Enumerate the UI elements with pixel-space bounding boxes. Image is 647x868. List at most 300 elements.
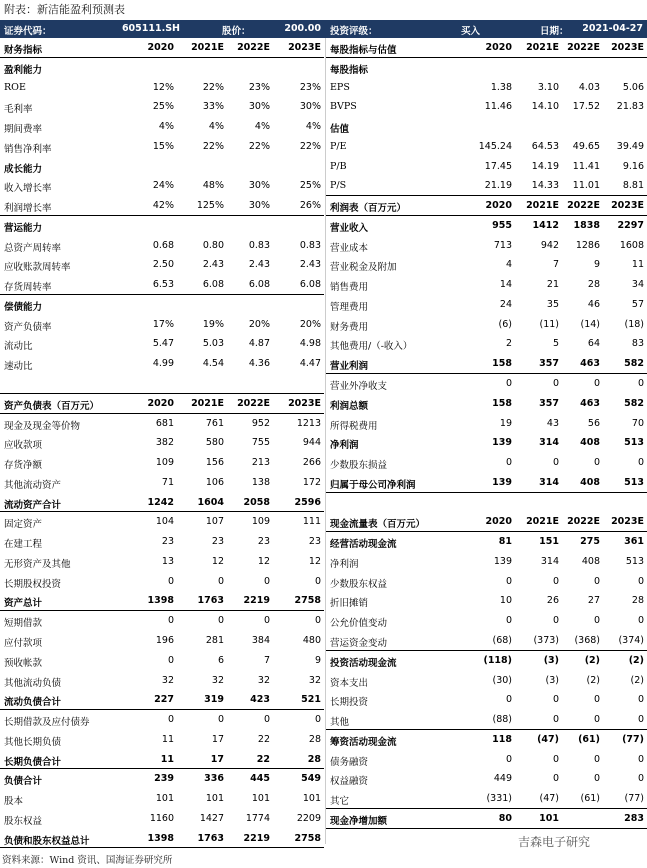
cell-value: 2219 [243, 832, 270, 844]
table-row [326, 354, 647, 374]
cell-value: 6.53 [152, 279, 174, 291]
cell-value: 9 [314, 654, 321, 666]
cell-value: 9.16 [622, 160, 644, 172]
cell-value: (47) [539, 793, 559, 805]
cell-value: 81 [498, 536, 512, 548]
cell-value: 1763 [197, 832, 224, 844]
cell-value: 139 [493, 555, 512, 567]
cell-value: 0 [552, 773, 559, 785]
cell-value: 582 [624, 358, 644, 370]
row-label: 销售费用 [330, 282, 369, 294]
cell-value: 755 [251, 437, 270, 449]
cell-value: 408 [580, 437, 600, 449]
row-label: 营业外净收支 [330, 381, 388, 393]
cell-value: 0 [314, 615, 321, 627]
cell-value: 0 [505, 457, 512, 469]
table-row [0, 809, 324, 829]
cell-value: 2297 [617, 219, 644, 231]
cell-value: 319 [204, 694, 224, 706]
cell-value: 0 [505, 615, 512, 627]
row-label: 投资活动现金流 [330, 657, 397, 669]
row-label: 其他 [330, 717, 350, 729]
table-row [0, 216, 324, 236]
cell-value: 2.50 [152, 259, 174, 271]
cell-value: 0 [637, 378, 644, 390]
cell-value: 28 [631, 595, 644, 607]
table-row [0, 493, 324, 513]
cell-value: 2020 [147, 42, 174, 53]
cell-value: 19% [202, 318, 224, 330]
cell-value: 0 [593, 753, 600, 765]
row-label: 长期股权投资 [4, 578, 62, 590]
table-row [326, 137, 647, 157]
cell-value: (2) [630, 674, 644, 686]
cell-value: 357 [539, 397, 559, 409]
table-row [326, 690, 647, 710]
cell-value: 22 [256, 753, 270, 765]
cell-value: 4.54 [202, 358, 224, 370]
table-row [326, 394, 647, 414]
row-label: 速动比 [4, 361, 33, 373]
cell-value: 107 [205, 516, 224, 528]
cell-value: 0 [637, 575, 644, 587]
row-label: 营业利润 [330, 361, 369, 373]
cell-value: 49.65 [572, 140, 600, 152]
cell-value: 2021E [191, 397, 224, 409]
cell-value: 0 [167, 654, 174, 666]
cell-value: 213 [251, 457, 270, 469]
row-label: 营运资金变动 [330, 637, 388, 649]
row-label: 无形资产及其他 [4, 558, 71, 570]
cell-value: 30% [248, 101, 270, 113]
cell-value: 10 [499, 595, 512, 607]
cell-value: 314 [539, 437, 559, 449]
cell-value: 11 [631, 259, 644, 271]
cell-value: 2596 [294, 496, 321, 508]
stock-price: 200.00 [284, 23, 321, 34]
cell-value: 101 [251, 793, 270, 805]
cell-value: 14 [499, 279, 512, 291]
cell-value: 281 [205, 634, 224, 646]
cell-value: 0 [593, 575, 600, 587]
cell-value: 21.83 [616, 101, 644, 113]
row-label: 现金净增加额 [330, 815, 388, 827]
cell-value: 1604 [197, 496, 224, 508]
row-label: P/S [330, 180, 347, 192]
cell-value: (77) [624, 793, 644, 805]
cell-value: 20% [248, 318, 270, 330]
cell-value: 2022E [237, 397, 270, 409]
cell-value: 513 [625, 555, 644, 567]
cell-value: 0 [263, 714, 270, 726]
cell-value: 0 [314, 575, 321, 587]
row-label: 财务费用 [330, 321, 369, 333]
table-row [0, 354, 324, 374]
cell-value: 64 [587, 338, 600, 350]
table-row [326, 750, 647, 770]
row-label: 现金流量表（百万元） [330, 519, 426, 531]
cell-value: 2758 [294, 595, 321, 607]
cell-value: 145.24 [478, 140, 512, 152]
row-label: 收入增长率 [4, 183, 52, 195]
table-title: 附表：新洁能盈利预测表 [4, 3, 125, 16]
row-label: 股东权益 [4, 815, 43, 827]
table-row [326, 315, 647, 335]
row-label: 销售净利率 [4, 143, 52, 155]
cell-value: 151 [539, 536, 559, 548]
cell-value: 0 [217, 714, 224, 726]
table-row [326, 334, 647, 354]
cell-value: 0.80 [202, 239, 224, 251]
table-row [0, 611, 324, 631]
cell-value: 6.08 [248, 279, 270, 291]
cell-value: 0 [263, 575, 270, 587]
row-label: 归属于母公司净利润 [330, 479, 416, 491]
cell-value: 1838 [573, 219, 600, 231]
row-label: 债务融资 [330, 756, 369, 768]
row-label: 筹资活动现金流 [330, 736, 397, 748]
table-row [0, 769, 324, 789]
cell-value: 0.68 [152, 239, 174, 251]
cell-value: 2021E [526, 516, 559, 528]
table-row [0, 394, 324, 414]
table-row [326, 117, 647, 137]
cell-value: 158 [492, 397, 512, 409]
table-row [326, 414, 647, 434]
cell-value: 0 [637, 773, 644, 785]
cell-value: 357 [539, 358, 559, 370]
table-row [0, 334, 324, 354]
cell-value: 2020 [485, 42, 512, 53]
cell-value: 17.45 [484, 160, 512, 172]
row-label: 盈利能力 [4, 64, 43, 76]
cell-value: 14.10 [531, 101, 559, 113]
cell-value: 24 [499, 298, 512, 310]
cell-value: 21.19 [484, 180, 512, 192]
cell-value: 0 [505, 753, 512, 765]
cell-value: 1242 [147, 496, 174, 508]
cell-value: (30) [492, 674, 512, 686]
row-label: 利润总额 [330, 400, 369, 412]
table-row [0, 631, 324, 651]
cell-value: 1398 [147, 832, 174, 844]
cell-value: 23 [161, 536, 174, 548]
cell-value: 0 [593, 615, 600, 627]
table-row [326, 236, 647, 256]
cell-value: 43 [546, 417, 559, 429]
row-label: 营业税金及附加 [330, 262, 397, 274]
cell-value: 3.10 [537, 81, 559, 93]
cell-value: 21 [546, 279, 559, 291]
cell-value: 138 [251, 476, 270, 488]
cell-value: 1774 [245, 812, 270, 824]
cell-value: (11) [539, 318, 559, 330]
rating-label: 投资评级： [330, 26, 378, 37]
source-note: 资料来源：Wind 资讯、国海证券研究所 [2, 855, 173, 866]
table-row [326, 97, 647, 117]
cell-value: 2022E [567, 200, 600, 212]
row-label: 营业收入 [330, 222, 369, 234]
cell-value: 580 [205, 437, 224, 449]
row-label: 在建工程 [4, 539, 43, 551]
cell-value: 0.83 [299, 239, 321, 251]
cell-value: 2219 [243, 595, 270, 607]
row-label: EPS [330, 81, 350, 93]
row-label: 其他流动负债 [4, 677, 62, 689]
table-row [0, 690, 324, 710]
cell-value: 275 [580, 536, 600, 548]
row-label: 短期借款 [4, 618, 43, 630]
cell-value: 1.38 [490, 81, 512, 93]
cell-value: 34 [631, 279, 644, 291]
cell-value: 0 [167, 714, 174, 726]
cell-value: 2022E [567, 516, 600, 528]
cell-value: 12% [152, 81, 174, 93]
table-row [326, 512, 647, 532]
table-row [0, 453, 324, 473]
cell-value: 5.47 [152, 338, 174, 350]
cell-value: 28 [308, 733, 321, 745]
cell-value: 521 [301, 694, 321, 706]
cell-value: 11.41 [572, 160, 600, 172]
table-row [326, 38, 647, 58]
cell-value: 14.19 [531, 160, 559, 172]
table-row [326, 552, 647, 572]
row-label: 其他费用/（-收入） [330, 341, 413, 353]
cell-value: 12 [257, 555, 270, 567]
row-label: 负债合计 [4, 776, 43, 788]
price-label: 股价： [222, 26, 251, 37]
cell-value: 30% [248, 180, 270, 192]
cell-value: 2023E [288, 397, 321, 409]
row-label: 预收帐款 [4, 657, 43, 669]
cell-value: 9 [593, 259, 600, 271]
row-label: 股本 [4, 796, 24, 808]
cell-value: (88) [492, 714, 512, 726]
cell-value: 13 [161, 555, 174, 567]
cell-value: 0 [505, 694, 512, 706]
cell-value: 2.43 [248, 259, 270, 271]
cell-value: 5.06 [622, 81, 644, 93]
cell-value: 8.81 [622, 180, 644, 192]
table-row [0, 414, 324, 434]
cell-value: 23 [308, 536, 321, 548]
cell-value: 0 [217, 575, 224, 587]
rating-value: 买入 [460, 26, 480, 37]
cell-value: 0 [552, 694, 559, 706]
cell-value: 35 [546, 298, 559, 310]
cell-value: (77) [622, 733, 644, 745]
cell-value: 408 [580, 476, 600, 488]
row-label: 权益融资 [330, 776, 369, 788]
cell-value: 2023E [611, 42, 644, 53]
row-label: 应付款项 [4, 637, 43, 649]
row-label: P/E [330, 140, 347, 152]
cell-value: 196 [155, 634, 174, 646]
table-row [326, 157, 647, 177]
cell-value: 2021E [191, 42, 224, 53]
table-row [0, 829, 324, 849]
table-row [326, 809, 647, 829]
row-label: 利润表（百万元） [330, 203, 407, 215]
table-row [0, 117, 324, 137]
row-label: 存货净额 [4, 460, 43, 472]
cell-value: 6 [217, 654, 224, 666]
table-row [0, 591, 324, 611]
cell-value: 314 [539, 476, 559, 488]
row-label: 财务指标 [4, 45, 43, 56]
cell-value: 2023E [611, 516, 644, 528]
table-row [0, 315, 324, 335]
cell-value: 109 [251, 516, 270, 528]
cell-value: 2020 [485, 516, 512, 528]
cell-value: 28 [587, 279, 600, 291]
cell-value: 125% [196, 200, 224, 212]
cell-value: 4.99 [152, 358, 174, 370]
table-row [0, 78, 324, 98]
cell-value: 2022E [567, 42, 600, 53]
cell-value: 361 [624, 536, 644, 548]
cell-value: 22% [248, 140, 270, 152]
cell-value: 23% [299, 81, 321, 93]
cell-value: 111 [302, 516, 321, 528]
cell-value: 513 [624, 437, 644, 449]
cell-value: 0 [263, 615, 270, 627]
cell-value: 0 [217, 615, 224, 627]
cell-value: 2023E [288, 42, 321, 53]
cell-value: 713 [493, 239, 512, 251]
cell-value: 4.36 [248, 358, 270, 370]
cell-value: (374) [618, 634, 644, 646]
cell-value: 0 [552, 753, 559, 765]
row-label: 成长能力 [4, 163, 43, 175]
cell-value: 83 [631, 338, 644, 350]
cell-value: 384 [251, 634, 270, 646]
table-row [0, 374, 324, 394]
table-row [326, 374, 647, 394]
row-label: 长期借款及应付债券 [4, 717, 90, 729]
table-row [0, 473, 324, 493]
cell-value: 32 [161, 674, 174, 686]
cell-value: 1763 [197, 595, 224, 607]
cell-value: 23 [257, 536, 270, 548]
row-label: 存货周转率 [4, 282, 52, 294]
table-row [326, 710, 647, 730]
cell-value: 48% [202, 180, 224, 192]
cell-value: 22% [299, 140, 321, 152]
cell-value: 1398 [147, 595, 174, 607]
row-label: 应收账款周转率 [4, 262, 71, 274]
row-label: 固定资产 [4, 519, 43, 531]
cell-value: (331) [486, 793, 512, 805]
cell-value: 42% [152, 200, 174, 212]
cell-value: 0 [637, 714, 644, 726]
cell-value: 423 [250, 694, 270, 706]
cell-value: 227 [154, 694, 174, 706]
cell-value: 0 [637, 615, 644, 627]
table-row [0, 710, 324, 730]
row-label: 管理费用 [330, 301, 369, 313]
cell-value: 139 [492, 476, 512, 488]
cell-value: 952 [251, 417, 270, 429]
right-table [326, 38, 647, 829]
table-row [326, 671, 647, 691]
cell-value: 2 [505, 338, 512, 350]
row-label: 营业成本 [330, 242, 369, 254]
cell-value: 4% [158, 121, 174, 133]
row-label: 资产负债率 [4, 321, 52, 333]
cell-value: 283 [624, 812, 644, 824]
cell-value: (373) [533, 634, 559, 646]
table-row [0, 137, 324, 157]
row-label: 净利润 [330, 440, 359, 452]
cell-value: 266 [302, 457, 321, 469]
row-label: 经营活动现金流 [330, 539, 397, 551]
cell-value: 2758 [294, 832, 321, 844]
cell-value: 0 [593, 457, 600, 469]
cell-value: 20% [299, 318, 321, 330]
cell-value: 955 [492, 219, 512, 231]
cell-value: 22% [202, 140, 224, 152]
table-row [0, 532, 324, 552]
cell-value: (14) [580, 318, 600, 330]
table-row [326, 631, 647, 651]
cell-value: (61) [580, 793, 600, 805]
cell-value: 106 [205, 476, 224, 488]
cell-value: 336 [204, 773, 224, 785]
cell-value: 17 [210, 753, 224, 765]
cell-value: 761 [205, 417, 224, 429]
cell-value: (3) [545, 674, 559, 686]
cell-value: 0 [314, 714, 321, 726]
cell-value: 12 [308, 555, 321, 567]
row-label: 偿债能力 [4, 301, 43, 313]
left-table [0, 38, 324, 848]
row-label: 折旧摊销 [330, 598, 369, 610]
cell-value: 0 [552, 615, 559, 627]
cell-value: 1213 [296, 417, 321, 429]
cell-value: 32 [257, 674, 270, 686]
cell-value: 4.47 [299, 358, 321, 370]
cell-value: (2) [628, 654, 644, 666]
table-row [326, 216, 647, 236]
table-row [0, 512, 324, 532]
cell-value: 382 [155, 437, 174, 449]
cell-value: 118 [492, 733, 512, 745]
cell-value: 17% [152, 318, 174, 330]
date-label: 日期： [540, 26, 569, 37]
cell-value: 4% [254, 121, 270, 133]
table-row [0, 58, 324, 78]
cell-value: 109 [155, 457, 174, 469]
cell-value: 156 [205, 457, 224, 469]
cell-value: 1412 [532, 219, 559, 231]
row-label: 毛利率 [4, 104, 33, 116]
cell-value: 30% [248, 200, 270, 212]
cell-value: 408 [581, 555, 600, 567]
cell-value: 4.03 [578, 81, 600, 93]
table-row [0, 433, 324, 453]
table-row [326, 651, 647, 671]
cell-value: 22% [202, 81, 224, 93]
cell-value: 24% [152, 180, 174, 192]
cell-value: 158 [492, 358, 512, 370]
table-row [326, 769, 647, 789]
row-label: 利润增长率 [4, 203, 52, 215]
row-label: 资产负债表（百万元） [4, 400, 100, 412]
cell-value: 0.83 [248, 239, 270, 251]
table-row [326, 493, 647, 513]
